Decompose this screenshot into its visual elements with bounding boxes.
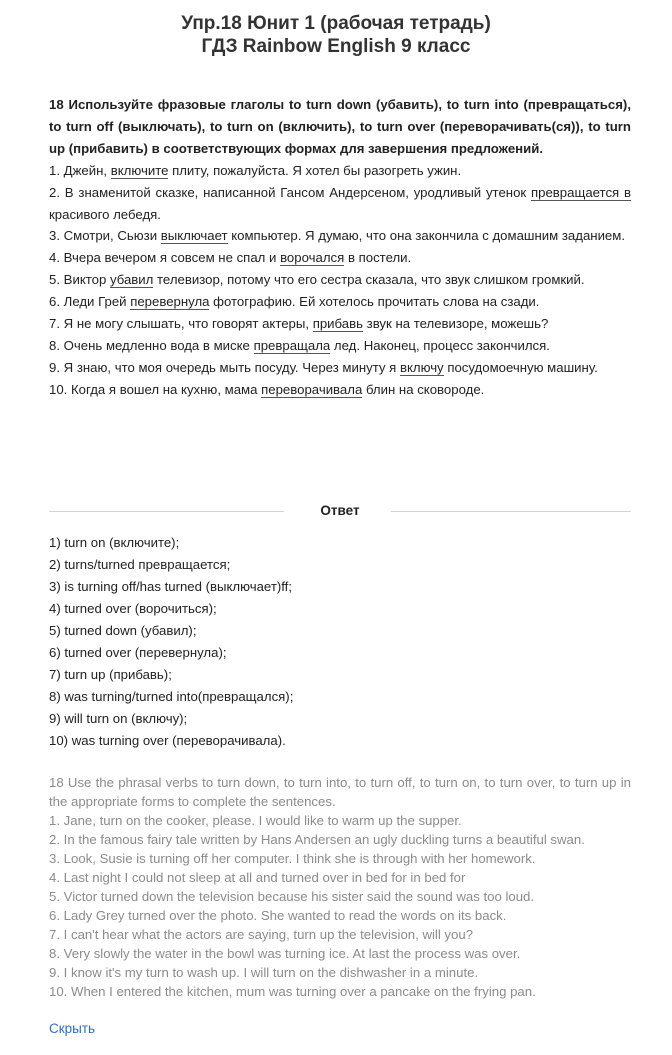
title-line-1: Упр.18 Юнит 1 (рабочая тетрадь) <box>181 13 491 34</box>
answers-list <box>49 532 631 752</box>
answer-item: 7) turn up (прибавь); <box>49 667 172 682</box>
sentence-text: 9. Я знаю, что моя очередь мыть посуду. Через минуту я <box>49 359 400 375</box>
page-title <box>0 12 672 58</box>
sentence-text: 6. Леди Грей <box>49 294 131 310</box>
sentence-text: телевизор, потому что его сестра сказала, что звук слишком громкий. <box>153 272 585 288</box>
english-sentence: 4. Last night I could not sleep at all and turned over in bed for in bed for <box>49 870 466 885</box>
underlined-verb: выключает <box>160 228 228 244</box>
underlined-verb: перевернула <box>130 294 210 310</box>
sentence-text: 7. Я не могу слышать, что говорят актеры, <box>49 316 313 332</box>
english-sentence: 1. Jane, turn on the cooker, please. I would like to warm up the supper. <box>49 813 462 828</box>
task-sentence <box>49 160 631 182</box>
sentence-text: лед. Наконец, процесс закончился. <box>330 337 550 353</box>
underlined-verb: включите <box>110 162 169 178</box>
answer-item: 6) turned over (перевернула); <box>49 645 227 660</box>
underlined-verb: превращается в <box>530 184 631 200</box>
sentence-text: компьютер. Я думаю, что она закончила с домашним заданием. <box>227 228 625 244</box>
task-sentence <box>49 313 631 335</box>
english-sentence: 2. In the famous fairy tale written by Hans Andersen an ugly duckling turns a beautiful swan. <box>49 832 585 847</box>
sentence-text: в постели. <box>344 250 412 266</box>
english-sentence: 5. Victor turned down the television because his sister said the sound was too loud. <box>49 889 535 904</box>
task-sentence <box>49 269 631 291</box>
task-sentence <box>49 247 631 269</box>
answer-item: 1) turn on (включите); <box>49 535 180 550</box>
underlined-verb: ворочался <box>280 250 345 266</box>
answer-label: Ответ <box>320 503 360 518</box>
underlined-verb: убавил <box>109 272 154 288</box>
sentence-text: 5. Виктор <box>49 272 110 288</box>
english-sentence: 3. Look, Susie is turning off her computer. I think she is through with her homework. <box>49 851 536 866</box>
sentence-text: фотографию. Ей хотелось прочитать слова на сзади. <box>209 294 540 310</box>
answer-divider <box>49 502 631 522</box>
task-sentence <box>49 335 631 357</box>
answer-item: 5) turned down (убавил); <box>49 623 197 638</box>
english-sentence: 10. When I entered the kitchen, mum was turning over a pancake on the frying pan. <box>49 984 536 999</box>
task-sentence <box>49 379 631 401</box>
english-sentence: 7. I can't hear what the actors are saying, turn up the television, will you? <box>49 927 474 942</box>
title-line-2: ГДЗ Rainbow English 9 класс <box>201 36 471 57</box>
sentence-text: красивого лебедя. <box>49 206 161 222</box>
english-translation <box>49 773 631 1001</box>
sentence-text: 3. Смотри, Сьюзи <box>49 228 161 244</box>
sentence-text: 4. Вчера вечером я совсем не спал и <box>49 250 281 266</box>
answer-item: 8) was turning/turned into(превращался); <box>49 689 294 704</box>
underlined-verb: прибавь <box>312 316 363 332</box>
hide-link[interactable]: Скрыть <box>49 1021 96 1036</box>
task-sentence <box>49 291 631 313</box>
sentence-text: плиту, пожалуйста. Я хотел бы разогреть ужин. <box>168 162 462 178</box>
task-instruction: 18 Используйте фразовые глаголы to turn down (убавить), to turn into (превращаться), to turn off (выключать), to turn on (включить), to turn over (переворачивать(ся)), to turn up (прибавить) в соответствующих формах для завершения предложений. <box>49 97 631 156</box>
sentence-text: 10. Когда я вошел на кухню, мама <box>49 381 262 397</box>
answer-item: 10) was turning over (переворачивала). <box>49 733 286 748</box>
sentence-text: посудомоечную машину. <box>443 359 598 375</box>
divider-line-right <box>391 511 631 512</box>
english-sentence: 9. I know it's my turn to wash up. I will turn on the dishwasher in a minute. <box>49 965 479 980</box>
sentence-text: 2. В знаменитой сказке, написанной Гансом Андерсеном, уродливый утенок <box>49 184 531 200</box>
answer-item: 2) turns/turned превращается; <box>49 557 231 572</box>
task-sentence <box>49 182 631 226</box>
underlined-verb: включу <box>399 359 444 375</box>
sentence-text: 8. Очень медленно вода в миске <box>49 337 254 353</box>
english-instruction: 18 Use the phrasal verbs to turn down, to turn into, to turn off, to turn on, to turn over, to turn up in the appropriate forms to complete the sentences. <box>49 775 631 809</box>
answer-item: 3) is turning off/has turned (выключает)ff; <box>49 579 293 594</box>
sentence-text: 1. Джейн, <box>49 162 111 178</box>
task-block <box>49 94 631 401</box>
english-sentence: 8. Very slowly the water in the bowl was turning ice. At last the process was over. <box>49 946 521 961</box>
sentence-text: блин на сковороде. <box>362 381 485 397</box>
underlined-verb: переворачивала <box>261 381 363 397</box>
answer-item: 9) will turn on (включу); <box>49 711 188 726</box>
answer-item: 4) turned over (ворочиться); <box>49 601 217 616</box>
sentence-text: звук на телевизоре, можешь? <box>363 316 549 332</box>
task-sentences <box>49 160 631 401</box>
task-sentence <box>49 357 631 379</box>
english-sentence: 6. Lady Grey turned over the photo. She wanted to read the words on its back. <box>49 908 507 923</box>
underlined-verb: превращала <box>253 337 331 353</box>
task-sentence <box>49 225 631 247</box>
